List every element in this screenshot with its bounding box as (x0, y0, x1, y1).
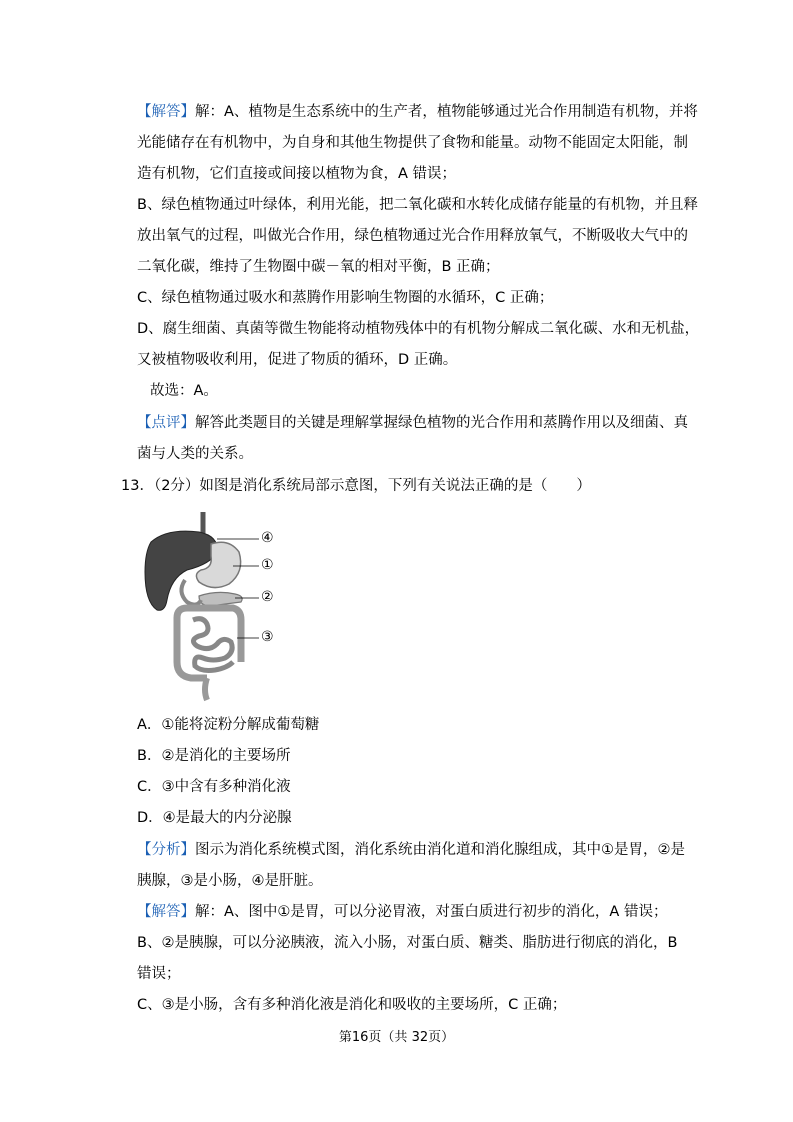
analysis-line-2: 胰腺，③是小肠，④是肝脏。 (137, 873, 323, 889)
option-d: D．④是最大的内分泌腺 (137, 810, 292, 826)
answer2-line-1: 【解答】解：A、图中①是胃，可以分泌胃液，对蛋白质进行初步的消化，A 错误； (137, 904, 668, 920)
figure-label-1: ① (261, 557, 274, 573)
figure-label-2: ② (261, 589, 274, 605)
option-c: C．③中含有多种消化液 (137, 779, 291, 795)
figure-label-4: ④ (261, 530, 274, 546)
analysis-line-1: 【分析】图示为消化系统模式图，消化系统由消化道和消化腺组成，其中①是胃，②是 (137, 842, 685, 858)
page-footer: 第16页（共 32页） (338, 1030, 455, 1045)
answer-choice: 故选：A。 (150, 383, 218, 399)
comment-line-1: 【点评】解答此类题目的关键是理解掌握绿色植物的光合作用和蒸腾作用以及细菌、真 (137, 415, 688, 431)
answer2-line-4: C、③是小肠，含有多种消化液是消化和吸收的主要场所，C 正确； (137, 997, 567, 1013)
option-a: A．①能将淀粉分解成葡萄糖 (137, 717, 320, 733)
answer-line-3: 造有机物，它们直接或间接以植物为食，A 错误； (137, 166, 457, 182)
comment-line-2: 菌与人类的关系。 (137, 446, 253, 462)
answer-line-8: D、腐生细菌、真菌等微生物能将动植物残体中的有机物分解成二氧化碳、水和无机盐， (137, 321, 700, 337)
answer2-line-2: B、②是胰腺，可以分泌胰液，流入小肠，对蛋白质、糖类、脂肪进行彻底的消化，B (137, 935, 678, 951)
comment-tag: 【点评】 (137, 415, 195, 431)
answer-line-4: B、绿色植物通过叶绿体，利用光能，把二氧化碳和水转化成储存能量的有机物，并且释 (137, 197, 698, 213)
analysis-tag: 【分析】 (137, 842, 195, 858)
answer-line-6: 二氧化碳，维持了生物圈中碳－氧的相对平衡，B 正确； (137, 259, 500, 275)
answer2-line-3: 错误； (137, 966, 181, 982)
answer2-tag: 【解答】 (137, 904, 195, 920)
answer-line-5: 放出氧气的过程，叫做光合作用，绿色植物通过光合作用释放氧气，不断吸收大气中的 (137, 228, 688, 244)
answer-tag: 【解答】 (137, 104, 195, 120)
answer-line-7: C、绿色植物通过吸水和蒸腾作用影响生物圈的水循环，C 正确； (137, 290, 554, 306)
option-b: B．②是消化的主要场所 (137, 748, 291, 764)
digestive-system-figure (137, 512, 287, 702)
figure-label-3: ③ (261, 629, 274, 645)
question-stem: 13．（2分）如图是消化系统局部示意图，下列有关说法正确的是（ ） (121, 478, 591, 494)
answer-line-9: 又被植物吸收利用，促进了物质的循环，D 正确。 (137, 352, 458, 368)
answer-line-1: 【解答】解：A、植物是生态系统中的生产者，植物能够通过光合作用制造有机物，并将 (137, 104, 698, 120)
answer-line-2: 光能储存在有机物中，为自身和其他生物提供了食物和能量。动物不能固定太阳能，制 (137, 135, 688, 151)
